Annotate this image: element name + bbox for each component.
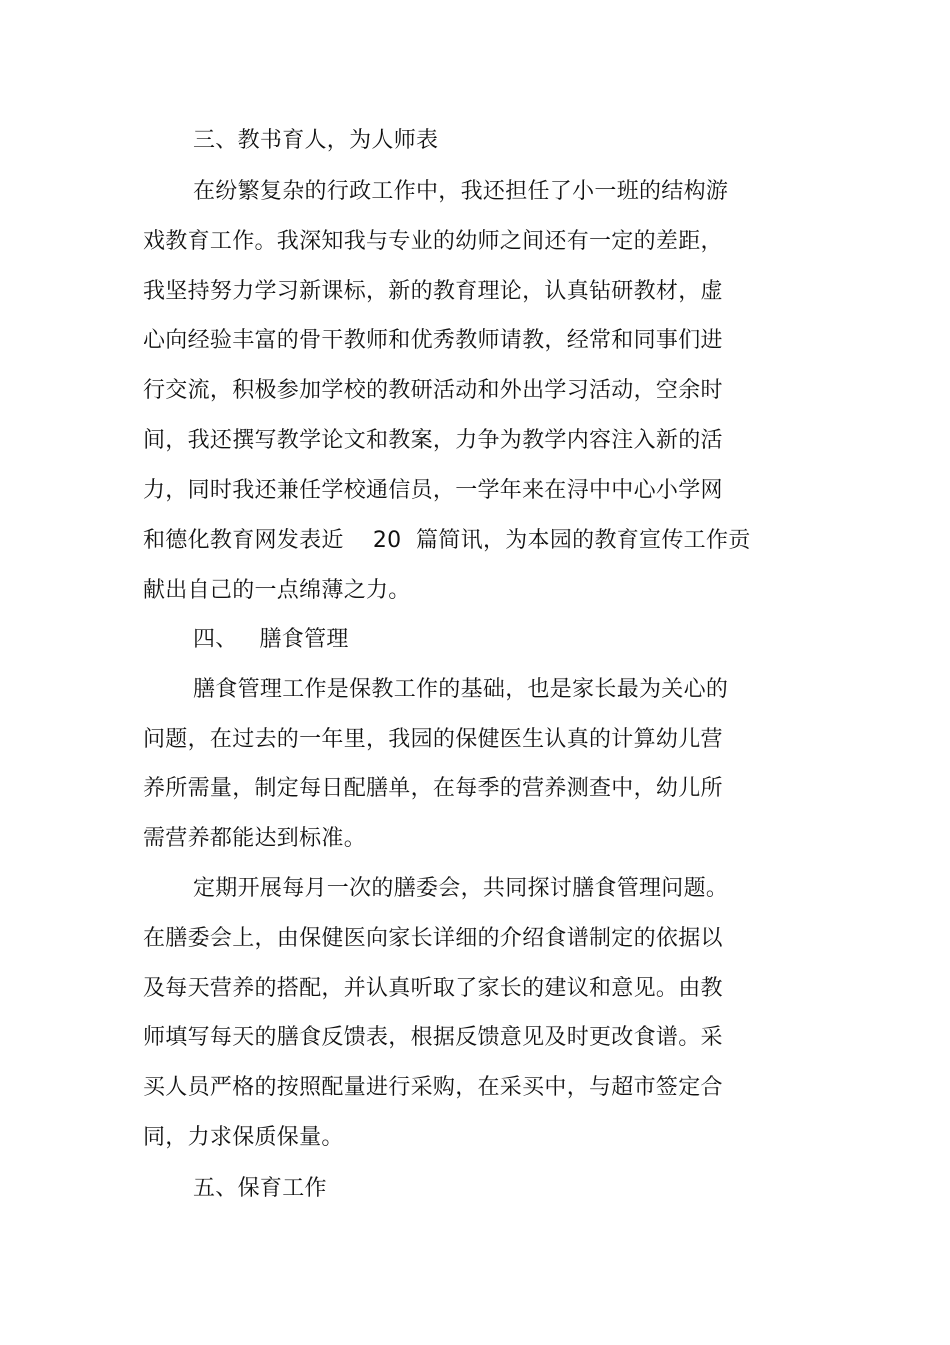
section-heading-5: 五、保育工作 xyxy=(193,1176,327,1201)
paragraph-line: 戏教育工作。我深知我与专业的幼师之间还有一定的差距， xyxy=(143,229,723,254)
paragraph-line: 需营养都能达到标准。 xyxy=(143,826,367,851)
section-heading-4: 四、 膳食管理 xyxy=(193,627,349,652)
paragraph-line: 和德化教育网发表近 20 篇简讯，为本园的教育宣传工作贡 xyxy=(143,528,751,553)
paragraph-line: 我坚持努力学习新课标，新的教育理论，认真钻研教材，虚 xyxy=(143,279,723,304)
paragraph-line: 养所需量，制定每日配膳单，在每季的营养测查中，幼儿所 xyxy=(143,776,723,801)
paragraph-line: 买人员严格的按照配量进行采购，在采买中，与超市签定合 xyxy=(143,1075,723,1100)
paragraph-line: 同，力求保质保量。 xyxy=(143,1125,344,1150)
section-heading-3: 三、教书育人，为人师表 xyxy=(193,128,439,153)
paragraph-line: 问题，在过去的一年里，我园的保健医生认真的计算幼儿营 xyxy=(143,727,723,752)
paragraph-line: 师填写每天的膳食反馈表，根据反馈意见及时更改食谱。采 xyxy=(143,1025,723,1050)
paragraph-line: 献出自己的一点绵薄之力。 xyxy=(143,578,411,603)
paragraph-line: 心向经验丰富的骨干教师和优秀教师请教，经常和同事们进 xyxy=(143,328,723,353)
paragraph-line: 行交流，积极参加学校的教研活动和外出学习活动，空余时 xyxy=(143,378,723,403)
paragraph-line: 间，我还撰写教学论文和教案，力争为教学内容注入新的活 xyxy=(143,428,723,453)
paragraph-line: 定期开展每月一次的膳委会，共同探讨膳食管理问题。 xyxy=(193,876,729,901)
paragraph-line: 力，同时我还兼任学校通信员，一学年来在浔中中心小学网 xyxy=(143,478,723,503)
paragraph-line: 膳食管理工作是保教工作的基础，也是家长最为关心的 xyxy=(193,677,729,702)
paragraph-line: 及每天营养的搭配，并认真听取了家长的建议和意见。由教 xyxy=(143,976,723,1001)
paragraph-line: 在膳委会上，由保健医向家长详细的介绍食谱制定的依据以 xyxy=(143,926,723,951)
paragraph-line: 在纷繁复杂的行政工作中，我还担任了小一班的结构游 xyxy=(193,179,729,204)
